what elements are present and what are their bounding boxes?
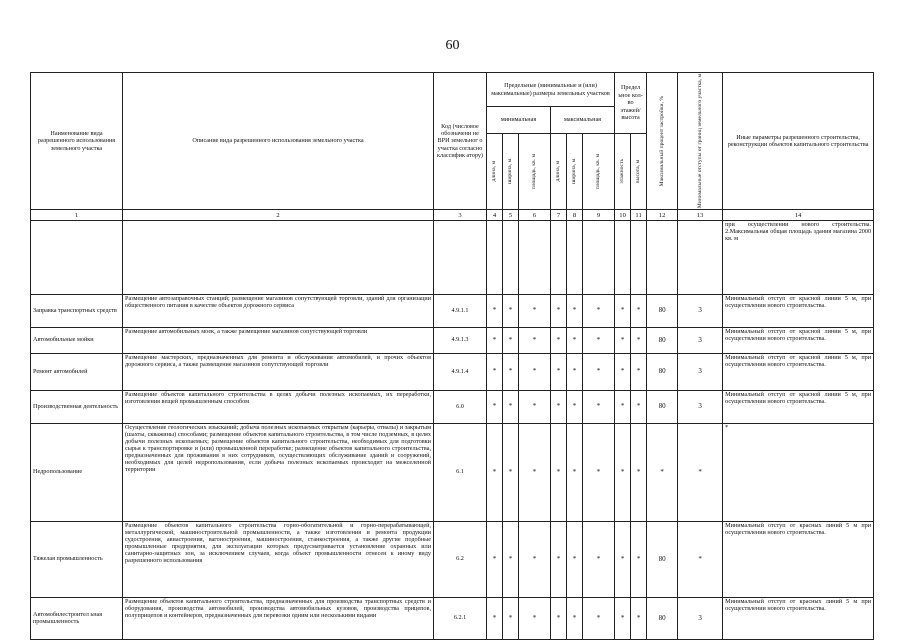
parameter-value: * (567, 598, 583, 640)
parameter-value: * (567, 295, 583, 328)
parameter-value: * (519, 424, 551, 522)
other-parameters: Минимальный отступ от красной линии 5 м, при осуществлении нового строительства. (723, 391, 874, 424)
header-setbacks-cell (678, 73, 723, 210)
other-parameters: Минимальный отступ от красных линий 5 м при осуществлении нового строительства. (723, 598, 874, 640)
parameter-value: * (615, 522, 631, 598)
parameter-value (678, 221, 723, 295)
header-min-width-cell (503, 133, 519, 210)
use-type-code: 4.9.1.1 (434, 295, 487, 328)
parameter-value: * (583, 424, 615, 522)
parameter-value (551, 221, 567, 295)
header-floors: этажность (619, 159, 626, 184)
parameter-value: * (678, 522, 723, 598)
other-parameters: Минимальный отступ от красной линии 5 м, при осуществлении нового строительства. (723, 328, 874, 354)
header-floors-height: Предел ьное кол-во этажей/ высота (615, 73, 647, 134)
column-number: 11 (631, 210, 647, 221)
use-type-code: 6.1 (434, 424, 487, 522)
table-row (31, 424, 874, 522)
header-max-length-cell (551, 133, 567, 210)
parameter-value: * (487, 295, 503, 328)
table-row (31, 354, 874, 391)
use-type-description: Размещение автозаправочных станций; размещение магазинов сопутствующей торговли, зданий для организации общественного питания в качестве объектов дорожного сервиса (123, 295, 434, 328)
parameter-value: * (583, 522, 615, 598)
use-type-code (434, 221, 487, 295)
use-type-code: 6.2 (434, 522, 487, 598)
parameter-value: 3 (678, 391, 723, 424)
use-type-description: Размещение объектов капитального строительства горно-обогатительной и горно-перерабатывающей, металлургической, машиностроительной промышленности, а также изготовления и ремонта продукции судостроения, авиастроения, вагоностроения, машиностроения, станкостроения, а также другие подобные промышленные предприятия, для эксплуатации которых предусматривается установление охранных или санитарно-защитных зон, за исключением случаев, когда объект промышленности отнесен к иному виду разрешенного использования (123, 522, 434, 598)
parameter-value: * (503, 295, 519, 328)
header-height: высота, м (635, 159, 642, 183)
parameter-value: * (519, 598, 551, 640)
parameter-value: * (631, 522, 647, 598)
parameter-value: * (678, 424, 723, 522)
parameter-value: 80 (647, 522, 678, 598)
header-max-area-cell (583, 133, 615, 210)
parameter-value (567, 221, 583, 295)
parameter-value: * (567, 328, 583, 354)
header-other-params: Иные параметры разрешенного строительства, реконструкции объектов капитального строительства (723, 73, 874, 210)
parameter-value (647, 221, 678, 295)
column-number: 5 (503, 210, 519, 221)
header-description: Описание вида разрешенного использования земельного участка (123, 73, 434, 210)
parameter-value: * (487, 328, 503, 354)
other-parameters: Минимальный отступ от красной линии 5 м, при осуществлении нового строительства. (723, 295, 874, 328)
header-min-length-cell (487, 133, 503, 210)
parameter-value: * (567, 391, 583, 424)
column-number: 1 (31, 210, 123, 221)
parameter-value: 3 (678, 295, 723, 328)
use-type-code: 4.9.1.4 (434, 354, 487, 391)
parameter-value: * (503, 522, 519, 598)
table-row (31, 391, 874, 424)
parameter-value: * (583, 295, 615, 328)
column-number: 12 (647, 210, 678, 221)
column-number: 3 (434, 210, 487, 221)
parameter-value: * (615, 354, 631, 391)
header-min-width: ширина, м (507, 158, 514, 184)
parameter-value: * (487, 598, 503, 640)
parameter-value: * (615, 598, 631, 640)
parameter-value: 80 (647, 328, 678, 354)
header-percent-cell (647, 73, 678, 210)
parameter-value: * (551, 522, 567, 598)
parameter-value: * (503, 354, 519, 391)
column-number: 2 (123, 210, 434, 221)
parameter-value: * (519, 522, 551, 598)
header-code: Код (числовое обозначени не ВРИ земельног о участка согласно классифик атору) (434, 73, 487, 210)
parameter-value: * (519, 295, 551, 328)
parameter-value: * (647, 424, 678, 522)
parameter-value: * (487, 391, 503, 424)
header-min-area-cell (519, 133, 551, 210)
table-row (31, 598, 874, 640)
parameter-value (583, 221, 615, 295)
other-parameters: Минимальный отступ от красных линий 5 м при осуществлении нового строительства. (723, 522, 874, 598)
parameter-value: * (615, 424, 631, 522)
zoning-regulations-table (30, 72, 874, 640)
parameter-value: * (583, 391, 615, 424)
parameter-value: * (519, 328, 551, 354)
parameter-value: * (487, 424, 503, 522)
parameter-value: * (487, 522, 503, 598)
use-type-name: Автомобилестроител ьная промышленность (31, 598, 123, 640)
parameter-value: 3 (678, 354, 723, 391)
parameter-value: * (583, 598, 615, 640)
parameter-value: * (551, 295, 567, 328)
other-parameters: * (723, 424, 874, 522)
parameter-value: * (615, 295, 631, 328)
use-type-code: 4.9.1.3 (434, 328, 487, 354)
parameter-value: * (551, 391, 567, 424)
use-type-code: 6.2.1 (434, 598, 487, 640)
column-numbers-row (31, 210, 874, 221)
use-type-name: Тяжелая промышленность (31, 522, 123, 598)
use-type-description: Размещение объектов капитального строительства, предназначенных для производства транспортных средств и оборудования, производства автомобилей, производства автомобильных кузовов, производства прицепов, полуприцепов и контейнеров, предназначенных для перевозки одним или несколькими видами (123, 598, 434, 640)
header-max-length: длина, м (555, 161, 562, 182)
table-row (31, 295, 874, 328)
header-plot-sizes: Предельные (минимальные и (или) максимальные) размеры земельных участков (487, 73, 615, 107)
parameter-value: * (631, 328, 647, 354)
parameter-value: * (551, 354, 567, 391)
column-number: 7 (551, 210, 567, 221)
parameter-value: 80 (647, 598, 678, 640)
use-type-description (123, 221, 434, 295)
use-type-code: 6.0 (434, 391, 487, 424)
parameter-value: 3 (678, 598, 723, 640)
header-minimum: минимальная (487, 107, 551, 133)
parameter-value: * (615, 328, 631, 354)
header-max-area: площадь, кв. м (595, 153, 602, 190)
parameter-value: * (631, 354, 647, 391)
header-setbacks: Минимальные отступы от границ земельного участка, м (696, 74, 703, 209)
parameter-value: * (551, 328, 567, 354)
use-type-name: Недропользование (31, 424, 123, 522)
parameter-value: 80 (647, 391, 678, 424)
use-type-description: Размещение автомобильных моек, а также размещение магазинов сопутствующей торговли (123, 328, 434, 354)
header-maximum: максимальная (551, 107, 615, 133)
parameter-value (503, 221, 519, 295)
header-max-width-cell (567, 133, 583, 210)
table-row (31, 221, 874, 295)
parameter-value (519, 221, 551, 295)
use-type-description: Осуществление геологических изысканий; добыча полезных ископаемых открытым (карьеры, отвалы) и закрытым (шахты, скважины) способами; размещение объектов капитального строительства, в том числе подземных, в целях добычи полезных ископаемых; размещение объектов капитального строительства, необходимых для подготовки сырья к транспортировке и (или) промышленной переработке; размещение объектов капитального строительства, предназначенных для проживания в них сотрудников, осуществляющих обслуживание зданий и сооружений, необходимых для целей недропользования, если добыча полезных ископаемых происходит на межселенной территории (123, 424, 434, 522)
header-height-cell (631, 133, 647, 210)
column-number: 9 (583, 210, 615, 221)
column-number: 6 (519, 210, 551, 221)
parameter-value: * (551, 424, 567, 522)
use-type-name: Заправка транспортных средств (31, 295, 123, 328)
parameter-value: * (631, 391, 647, 424)
parameter-value: * (567, 522, 583, 598)
header-floors-cell (615, 133, 631, 210)
parameter-value: * (503, 391, 519, 424)
parameter-value: * (487, 354, 503, 391)
parameter-value: * (503, 424, 519, 522)
parameter-value: 80 (647, 354, 678, 391)
parameter-value: 3 (678, 328, 723, 354)
use-type-name: Автомобильные мойки (31, 328, 123, 354)
parameter-value: * (519, 391, 551, 424)
parameter-value: 80 (647, 295, 678, 328)
parameter-value: * (583, 354, 615, 391)
use-type-description: Размещение объектов капитального строительства в целях добычи полезных ископаемых, их переработки, изготовления вещей промышленным способом (123, 391, 434, 424)
parameter-value (487, 221, 503, 295)
use-type-name: Ремонт автомобилей (31, 354, 123, 391)
parameter-value: * (583, 328, 615, 354)
header-percent: Максимальный процент застройки, % (658, 95, 665, 187)
parameter-value: * (567, 424, 583, 522)
page-number: 60 (445, 38, 460, 53)
column-number: 14 (723, 210, 874, 221)
use-type-description: Размещение мастерских, предназначенных для ремонта и обслуживания автомобилей, и прочих объектов дорожного сервиса, а также размещение магазинов сопутствующей торговли (123, 354, 434, 391)
column-number: 13 (678, 210, 723, 221)
table-body (31, 221, 874, 640)
parameter-value: * (631, 598, 647, 640)
parameter-value: * (631, 295, 647, 328)
header-min-length: длина, м (491, 161, 498, 182)
parameter-value: * (503, 598, 519, 640)
use-type-name: Производственная деятельность (31, 391, 123, 424)
use-type-name (31, 221, 123, 295)
column-number: 8 (567, 210, 583, 221)
column-number: 4 (487, 210, 503, 221)
parameter-value: * (567, 354, 583, 391)
parameter-value: * (519, 354, 551, 391)
other-parameters: при осуществлении нового строительства. 2.Максимальная общая площадь здания магазина 2000 кв. м (723, 221, 874, 295)
table-row (31, 522, 874, 598)
header-max-width: ширина, м (571, 158, 578, 184)
parameter-value (615, 221, 631, 295)
parameter-value: * (503, 328, 519, 354)
parameter-value: * (551, 598, 567, 640)
column-number: 10 (615, 210, 631, 221)
header-min-area: площадь, кв. м (531, 153, 538, 190)
header-name: Наименование вида разрешенного использования земельного участка (31, 73, 123, 210)
other-parameters: Минимальный отступ от красной линии 5 м, при осуществлении нового строительства. (723, 354, 874, 391)
parameter-value (631, 221, 647, 295)
parameter-value: * (631, 424, 647, 522)
parameter-value: * (615, 391, 631, 424)
table-row (31, 328, 874, 354)
